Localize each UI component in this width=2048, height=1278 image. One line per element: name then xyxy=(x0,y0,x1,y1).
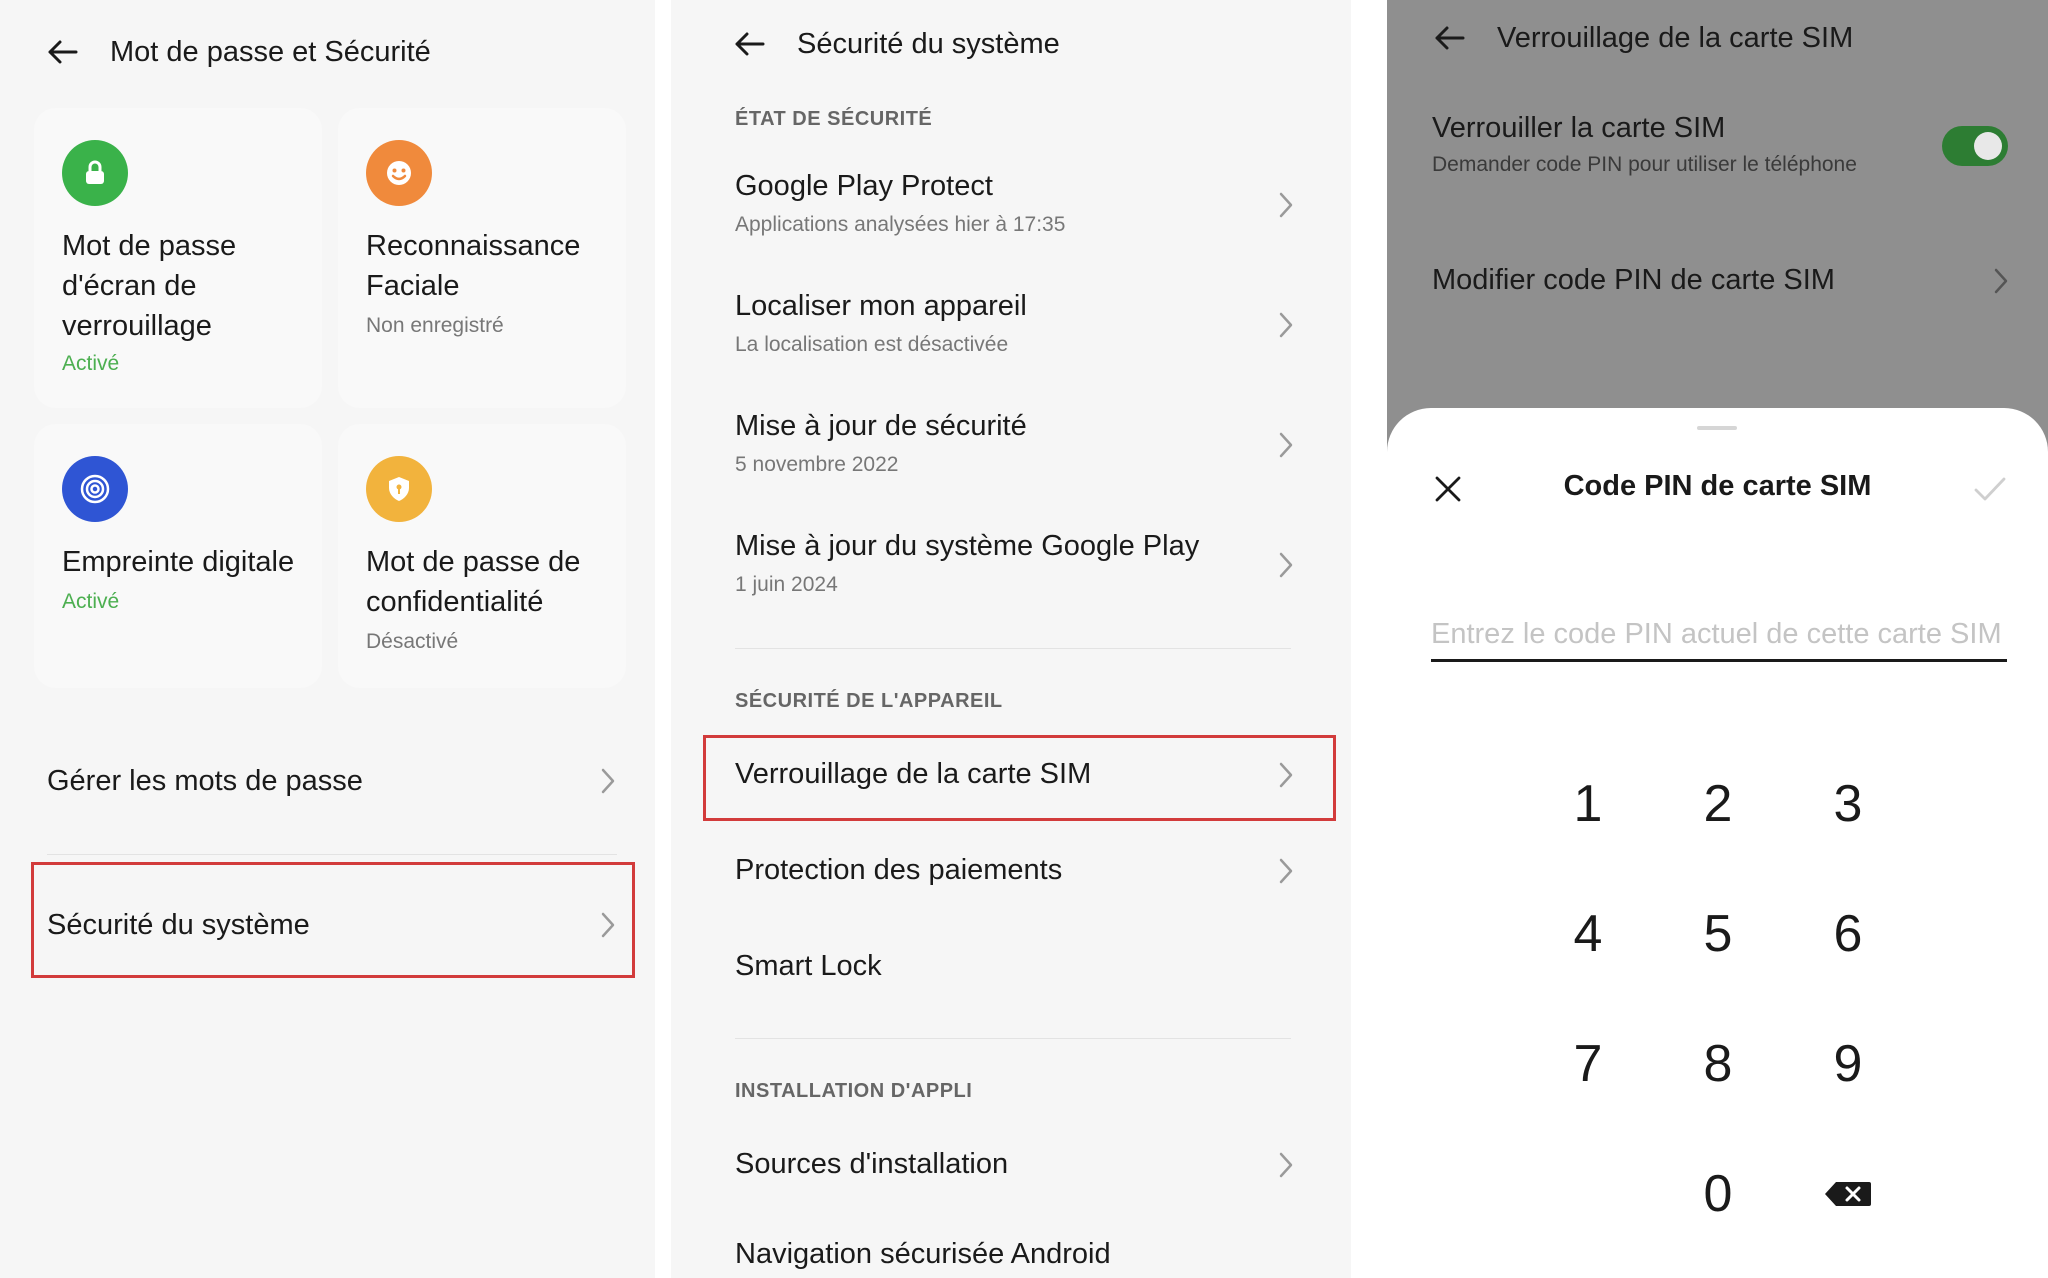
pin-dialog-sheet xyxy=(1387,408,2048,1278)
dialog-title: Code PIN de carte SIM xyxy=(1563,470,1872,502)
chevron-right-icon xyxy=(1277,310,1295,340)
header xyxy=(731,26,1060,62)
install-sources-item[interactable] xyxy=(735,1148,1295,1181)
item-title: Modifier code PIN de carte SIM xyxy=(1432,264,1835,296)
card-status: Désactivé xyxy=(366,630,459,653)
item-title: Protection des paiements xyxy=(735,854,1063,886)
key-5[interactable]: 5 xyxy=(1703,905,1733,963)
lock-sim-toggle[interactable] xyxy=(1942,126,2008,166)
chevron-right-icon xyxy=(1277,550,1295,580)
change-sim-pin-item[interactable] xyxy=(1432,264,2002,297)
toggle-knob xyxy=(1974,132,2002,160)
android-safe-browsing-item[interactable] xyxy=(735,1238,1295,1271)
backspace-icon xyxy=(1824,1181,1872,1207)
face-icon xyxy=(366,140,432,206)
card-face-recognition[interactable] xyxy=(338,108,626,408)
chevron-right-icon xyxy=(1992,266,2010,296)
item-title: Localiser mon appareil xyxy=(735,290,1027,322)
back-arrow-icon[interactable] xyxy=(1431,20,1467,56)
highlight-box xyxy=(703,735,1336,821)
key-6[interactable]: 6 xyxy=(1833,905,1863,963)
manage-passwords-row[interactable] xyxy=(47,760,617,802)
section-header: SÉCURITÉ DE L'APPAREIL xyxy=(735,690,1003,712)
divider xyxy=(735,648,1291,649)
item-title: Google Play Protect xyxy=(735,170,993,202)
find-my-device-item[interactable] xyxy=(735,290,1295,357)
card-title: Empreinte digitale xyxy=(62,546,295,578)
row-label: Sécurité du système xyxy=(47,908,310,941)
item-subtitle: Applications analysées hier à 17:35 xyxy=(735,213,1066,236)
key-1[interactable]: 1 xyxy=(1573,775,1603,833)
section-header: ÉTAT DE SÉCURITÉ xyxy=(735,108,933,130)
page-title: Mot de passe et Sécurité xyxy=(110,35,431,68)
back-arrow-icon[interactable] xyxy=(44,34,80,70)
key-2[interactable]: 2 xyxy=(1703,775,1733,833)
item-title: Verrouiller la carte SIM xyxy=(1432,112,1726,144)
item-subtitle: Demander code PIN pour utiliser le téléphone xyxy=(1432,153,1857,176)
item-title: Navigation sécurisée Android xyxy=(735,1238,1111,1270)
card-status: Activé xyxy=(62,352,120,375)
item-title: Mise à jour du système Google Play xyxy=(735,530,1200,562)
header xyxy=(1431,20,1853,56)
item-subtitle: La localisation est désactivée xyxy=(735,333,1009,356)
key-9[interactable]: 9 xyxy=(1833,1035,1863,1093)
check-icon[interactable] xyxy=(1973,474,2007,504)
key-3[interactable]: 3 xyxy=(1833,775,1863,833)
header xyxy=(44,34,431,70)
key-8[interactable]: 8 xyxy=(1703,1035,1733,1093)
divider xyxy=(47,854,617,855)
item-title: Sources d'installation xyxy=(735,1148,1009,1180)
system-security-panel xyxy=(671,0,1351,1278)
item-subtitle: 1 juin 2024 xyxy=(735,573,838,596)
row-label: Gérer les mots de passe xyxy=(47,764,363,797)
item-title: Mise à jour de sécurité xyxy=(735,410,1027,442)
shield-icon xyxy=(366,456,432,522)
card-fingerprint[interactable] xyxy=(34,424,322,688)
card-lockscreen-password[interactable] xyxy=(34,108,322,408)
item-title: Smart Lock xyxy=(735,950,882,982)
item-subtitle: 5 novembre 2022 xyxy=(735,453,899,476)
item-title: Verrouillage de la carte SIM xyxy=(735,758,1092,790)
drag-handle[interactable] xyxy=(1697,426,1737,430)
backspace-key[interactable] xyxy=(1788,1154,1908,1234)
google-play-system-update-item[interactable] xyxy=(735,530,1295,597)
section-header: INSTALLATION D'APPLI xyxy=(735,1080,973,1102)
card-title: Reconnaissance Faciale xyxy=(366,230,581,302)
smart-lock-item[interactable] xyxy=(735,950,1295,983)
page-title: Sécurité du système xyxy=(797,27,1060,60)
chevron-right-icon xyxy=(1277,1150,1295,1180)
highlight-box xyxy=(31,862,635,978)
key-4[interactable]: 4 xyxy=(1573,905,1603,963)
pin-input[interactable] xyxy=(1431,610,2007,662)
back-arrow-icon[interactable] xyxy=(731,26,767,62)
key-0[interactable]: 0 xyxy=(1703,1165,1733,1223)
page-title: Verrouillage de la carte SIM xyxy=(1497,21,1854,54)
fingerprint-icon xyxy=(62,456,128,522)
card-title: Mot de passe d'écran de verrouillage xyxy=(62,230,237,342)
chevron-right-icon xyxy=(1277,856,1295,886)
chevron-right-icon xyxy=(1277,430,1295,460)
payment-protection-item[interactable] xyxy=(735,854,1295,887)
password-security-panel xyxy=(0,0,655,1278)
card-status: Non enregistré xyxy=(366,314,504,337)
key-7[interactable]: 7 xyxy=(1573,1035,1603,1093)
lock-sim-item[interactable] xyxy=(1432,112,1972,177)
sim-lock-panel xyxy=(1387,0,2048,1278)
card-privacy-password[interactable] xyxy=(338,424,626,688)
chevron-right-icon xyxy=(599,766,617,796)
lock-icon xyxy=(62,140,128,206)
card-status: Activé xyxy=(62,590,120,613)
google-play-protect-item[interactable] xyxy=(735,170,1295,237)
chevron-right-icon xyxy=(1277,190,1295,220)
card-title: Mot de passe de confidentialité xyxy=(366,546,581,618)
divider xyxy=(735,1038,1291,1039)
security-update-item[interactable] xyxy=(735,410,1295,477)
